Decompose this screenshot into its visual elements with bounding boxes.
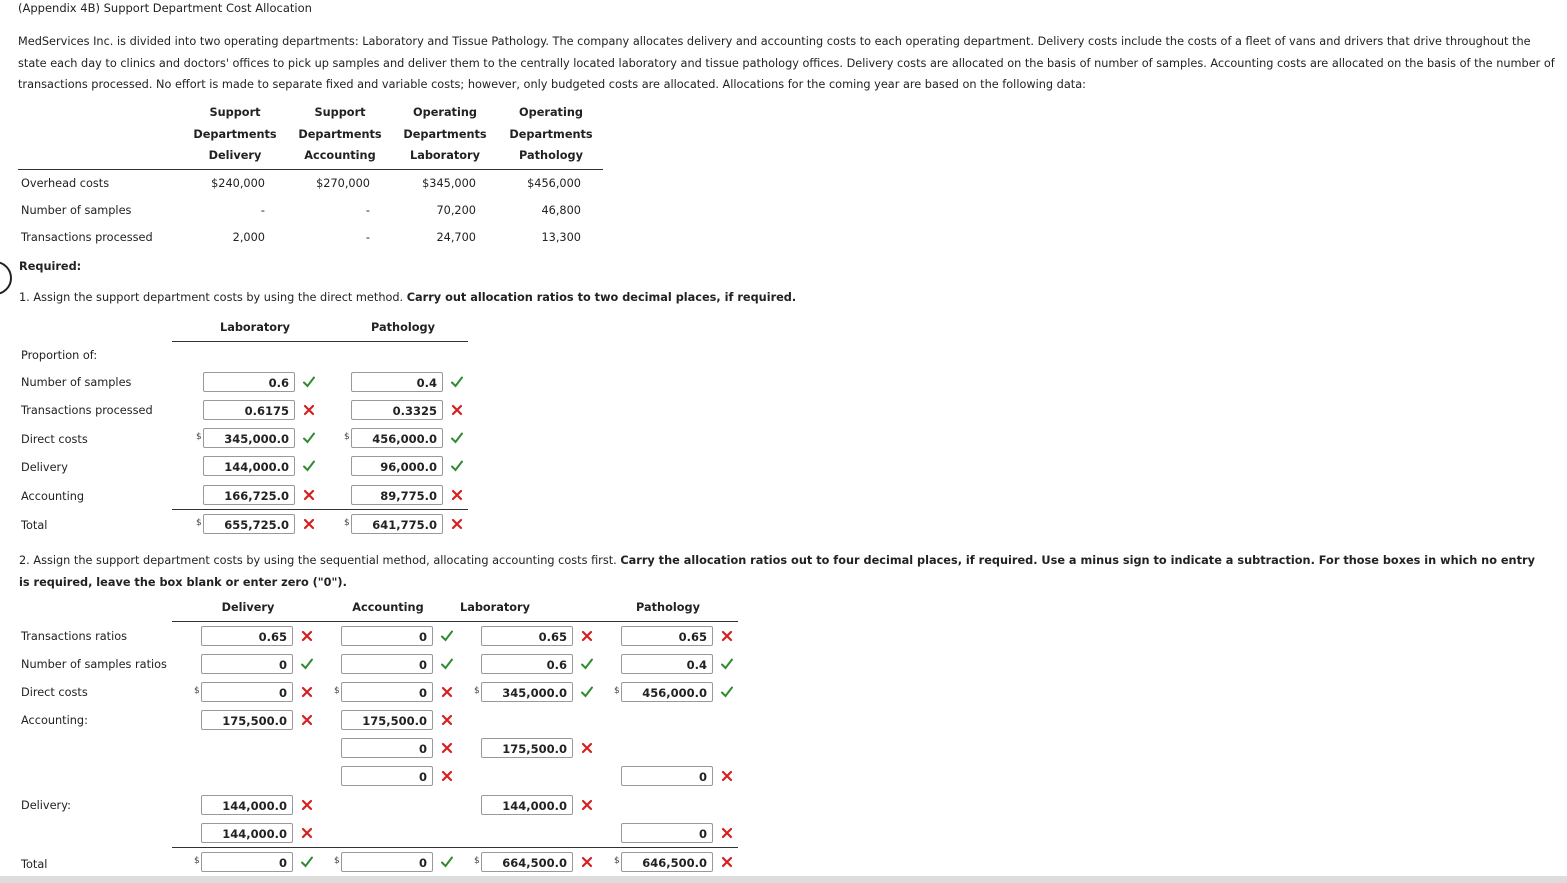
scroll-indicator-arc: [0, 261, 12, 295]
incorrect-x-icon: [440, 685, 454, 699]
q2-delivery-input[interactable]: 175,500.0: [201, 710, 293, 730]
q1-row-label: Delivery: [21, 461, 68, 474]
q2-row-label: Total: [21, 858, 48, 871]
incorrect-x-icon: [720, 855, 734, 869]
correct-check-icon: [450, 375, 464, 389]
q1-pathology-input[interactable]: 0.4: [351, 372, 443, 392]
q1-laboratory-input[interactable]: 166,725.0: [203, 485, 295, 505]
data-table-cell: -: [260, 204, 265, 217]
q1-instructions: [19, 291, 796, 304]
incorrect-x-icon: [580, 741, 594, 755]
data-table-header: Pathology: [519, 149, 583, 162]
dollar-sign: $: [474, 686, 480, 696]
q2-laboratory-input[interactable]: 175,500.0: [481, 738, 573, 758]
q2-row-label: Transactions ratios: [21, 630, 128, 643]
q1-row-label: Total: [21, 519, 48, 532]
data-table-cell: $270,000: [316, 177, 370, 190]
incorrect-x-icon: [302, 488, 316, 502]
q2-pathology-input[interactable]: 0.65: [621, 626, 713, 646]
q2-accounting-input[interactable]: 0: [341, 654, 433, 674]
q2-delivery-input[interactable]: 0.65: [201, 626, 293, 646]
data-table-cell: 24,700: [436, 231, 476, 244]
incorrect-x-icon: [300, 685, 314, 699]
data-table-rule: [18, 169, 603, 170]
data-table-row-label: Overhead costs: [21, 177, 110, 190]
data-table-cell: 70,200: [436, 204, 476, 217]
q1-header-laboratory: Laboratory: [220, 321, 290, 334]
dollar-sign: $: [614, 856, 620, 866]
correct-check-icon: [450, 431, 464, 445]
q1-pathology-input[interactable]: 89,775.0: [351, 485, 443, 505]
horizontal-scrollbar[interactable]: [0, 876, 1567, 883]
correct-check-icon: [302, 459, 316, 473]
q2-pathology-input[interactable]: 0: [621, 766, 713, 786]
q2-accounting-input[interactable]: 175,500.0: [341, 710, 433, 730]
incorrect-x-icon: [300, 826, 314, 840]
q2-row-label: Direct costs: [21, 686, 88, 699]
q2-delivery-input[interactable]: 0: [201, 654, 293, 674]
q2-text-bold: Carry the allocation ratios out to four decimal places, if required. Use a minus sign to indicate a subtraction. For those boxes in which no entry is required, leave the box blank or enter zero ("0").: [19, 554, 1535, 589]
data-table-cell: 13,300: [541, 231, 581, 244]
q2-row-label: Accounting:: [21, 714, 88, 727]
correct-check-icon: [720, 685, 734, 699]
q1-pathology-input[interactable]: 641,775.0: [351, 514, 443, 534]
incorrect-x-icon: [580, 629, 594, 643]
incorrect-x-icon: [440, 769, 454, 783]
correct-check-icon: [440, 629, 454, 643]
required-label: Required:: [19, 260, 82, 273]
q2-instructions: [19, 550, 1549, 593]
q1-text-bold: Carry out allocation ratios to two decimal places, if required.: [406, 291, 797, 304]
data-table-cell: 46,800: [541, 204, 581, 217]
q1-total-rule: [172, 509, 468, 510]
dollar-sign: $: [196, 432, 202, 442]
q1-row-label: Transactions processed: [21, 404, 153, 417]
q1-row-label: Number of samples: [21, 376, 132, 389]
q1-laboratory-input[interactable]: 0.6175: [203, 400, 295, 420]
data-table-header: Operating: [519, 106, 583, 119]
data-table-header: Departments: [403, 127, 487, 141]
incorrect-x-icon: [302, 403, 316, 417]
incorrect-x-icon: [300, 798, 314, 812]
q1-row-label: Direct costs: [21, 433, 88, 446]
dollar-sign: $: [614, 686, 620, 696]
incorrect-x-icon: [440, 741, 454, 755]
q2-header-pathology: Pathology: [636, 601, 700, 614]
correct-check-icon: [440, 855, 454, 869]
q1-laboratory-input[interactable]: 0.6: [203, 372, 295, 392]
q2-pathology-input[interactable]: 646,500.0: [621, 852, 713, 872]
data-table-header: Delivery: [208, 149, 262, 162]
incorrect-x-icon: [300, 629, 314, 643]
data-table-cell: -: [365, 204, 370, 217]
incorrect-x-icon: [450, 517, 464, 531]
incorrect-x-icon: [450, 403, 464, 417]
correct-check-icon: [302, 431, 316, 445]
q1-header-pathology: Pathology: [371, 321, 435, 334]
dollar-sign: $: [344, 518, 350, 528]
data-table-header: Support: [209, 106, 261, 119]
q2-row-label: Number of samples ratios: [21, 658, 167, 671]
data-table-header: Accounting: [304, 149, 376, 162]
q2-header-laboratory: Laboratory: [460, 601, 530, 614]
correct-check-icon: [300, 855, 314, 869]
data-table-cell: -: [365, 231, 370, 244]
q2-header-delivery: Delivery: [221, 601, 275, 614]
correct-check-icon: [302, 375, 316, 389]
dollar-sign: $: [474, 856, 480, 866]
incorrect-x-icon: [302, 517, 316, 531]
data-table-cell: $240,000: [211, 177, 265, 190]
dollar-sign: $: [196, 518, 202, 528]
problem-intro: MedServices Inc. is divided into two operating departments: Laboratory and Tissue Pathology. The company allocates delivery and accounting costs to each operating department. Delivery costs include the costs of a fleet of vans and drivers that drive throughout the state each day to clinics and doctors' offices to pick up samples and deliver them to the centrally located laboratory and tissue pathology offices. Delivery costs are allocated on the basis of number of samples. Accounting costs are allocated on the basis of the number of transactions processed. No effort is made to separate fixed and variable costs; however, only budgeted costs are allocated. Allocations for the coming year are based on the following data:: [18, 35, 1555, 91]
q1-header-rule: [172, 341, 468, 342]
q2-accounting-input[interactable]: 0: [341, 738, 433, 758]
q2-accounting-input[interactable]: 0: [341, 682, 433, 702]
data-table-row-label: Number of samples: [21, 204, 132, 217]
q2-laboratory-input[interactable]: 0.65: [481, 626, 573, 646]
incorrect-x-icon: [580, 855, 594, 869]
q2-delivery-input[interactable]: 144,000.0: [201, 795, 293, 815]
q1-pathology-input[interactable]: 0.3325: [351, 400, 443, 420]
data-table-cell: $345,000: [422, 177, 476, 190]
page-title: (Appendix 4B) Support Department Cost Allocation: [18, 1, 312, 15]
correct-check-icon: [440, 657, 454, 671]
q1-row-label: Accounting: [21, 490, 85, 503]
q2-pathology-input[interactable]: 0.4: [621, 654, 713, 674]
q1-section-label: Proportion of:: [21, 349, 98, 362]
correct-check-icon: [450, 459, 464, 473]
incorrect-x-icon: [720, 826, 734, 840]
q2-delivery-input[interactable]: 144,000.0: [201, 823, 293, 843]
dollar-sign: $: [194, 856, 200, 866]
dollar-sign: $: [334, 856, 340, 866]
incorrect-x-icon: [450, 488, 464, 502]
q2-delivery-input[interactable]: 0: [201, 852, 293, 872]
incorrect-x-icon: [720, 769, 734, 783]
data-table-row-label: Transactions processed: [21, 231, 153, 244]
q1-pathology-input[interactable]: 456,000.0: [351, 428, 443, 448]
q2-accounting-input[interactable]: 0: [341, 766, 433, 786]
q1-pathology-input[interactable]: 96,000.0: [351, 456, 443, 476]
q2-laboratory-input[interactable]: 0.6: [481, 654, 573, 674]
q2-text: 2. Assign the support department costs by using the sequential method, allocating accounting costs first.: [19, 554, 617, 567]
dollar-sign: $: [334, 686, 340, 696]
incorrect-x-icon: [440, 713, 454, 727]
q2-row-label: Delivery:: [21, 799, 71, 812]
incorrect-x-icon: [720, 629, 734, 643]
q2-pathology-input[interactable]: 0: [621, 823, 713, 843]
q2-laboratory-input[interactable]: 144,000.0: [481, 795, 573, 815]
q2-laboratory-input[interactable]: 345,000.0: [481, 682, 573, 702]
data-table-cell: 2,000: [232, 231, 265, 244]
data-table-cell: $456,000: [527, 177, 581, 190]
incorrect-x-icon: [300, 713, 314, 727]
q2-delivery-input[interactable]: 0: [201, 682, 293, 702]
data-table-header: Departments: [298, 127, 382, 141]
q1-text: 1. Assign the support department costs by using the direct method.: [19, 291, 404, 304]
dollar-sign: $: [344, 432, 350, 442]
q1-laboratory-input[interactable]: 345,000.0: [203, 428, 295, 448]
dollar-sign: $: [194, 686, 200, 696]
q2-header-accounting: Accounting: [352, 601, 424, 614]
correct-check-icon: [300, 657, 314, 671]
q2-total-rule: [172, 847, 738, 848]
data-table-header: Support: [314, 106, 366, 119]
q2-header-rule: [172, 621, 738, 622]
correct-check-icon: [580, 685, 594, 699]
incorrect-x-icon: [580, 798, 594, 812]
q1-laboratory-input[interactable]: 655,725.0: [203, 514, 295, 534]
q2-accounting-input[interactable]: 0: [341, 852, 433, 872]
correct-check-icon: [580, 657, 594, 671]
data-table-header: Laboratory: [410, 149, 480, 162]
data-table-header: Operating: [413, 106, 477, 119]
q2-accounting-input[interactable]: 0: [341, 626, 433, 646]
correct-check-icon: [720, 657, 734, 671]
q1-laboratory-input[interactable]: 144,000.0: [203, 456, 295, 476]
data-table-header: Departments: [193, 127, 277, 141]
data-table-header: Departments: [509, 127, 593, 141]
q2-laboratory-input[interactable]: 664,500.0: [481, 852, 573, 872]
q2-pathology-input[interactable]: 456,000.0: [621, 682, 713, 702]
